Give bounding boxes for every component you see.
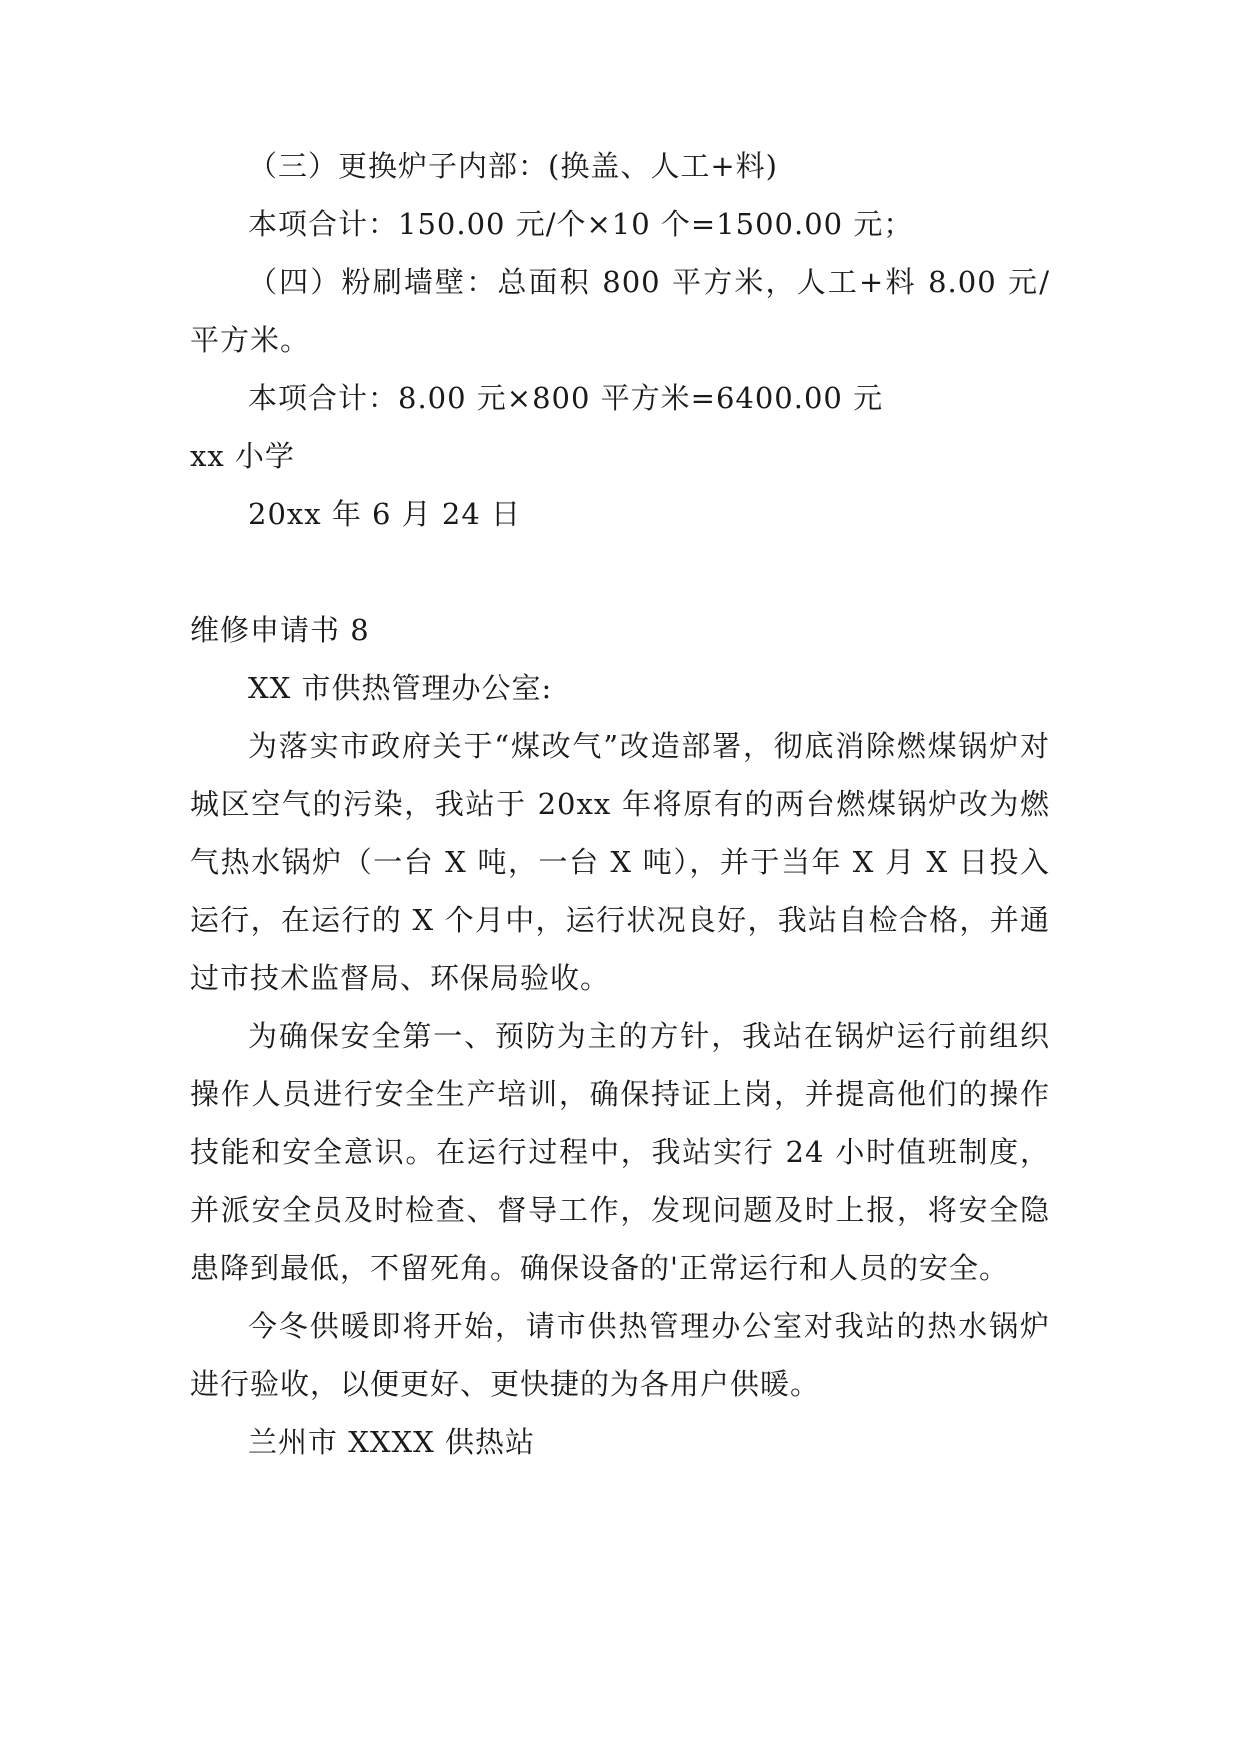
item4-total: 本项合计：8.00 元×800 平方米=6400.00 元 bbox=[248, 381, 884, 415]
recipient-line: XX 市供热管理办公室: bbox=[248, 671, 553, 705]
signature-date: 20xx 年 6 月 24 日 bbox=[248, 497, 522, 531]
section-spacer bbox=[190, 543, 1050, 601]
document-body bbox=[190, 137, 1050, 1471]
signature-org-school: xx 小学 bbox=[190, 439, 295, 473]
item3-title: （三）更换炉子内部：(换盖、人工+料) bbox=[248, 149, 778, 183]
item3-total: 本项合计：150.00 元/个×10 个=1500.00 元； bbox=[248, 207, 914, 241]
signature-org-station: 兰州市 XXXX 供热站 bbox=[248, 1425, 536, 1459]
body-paragraph-1: 为落实市政府关于“煤改气”改造部署，彻底消除燃煤锅炉对城区空气的污染，我站于 20xx 年将原有的两台燃煤锅炉改为燃气热水锅炉（一台 X 吨，一台 X 吨），并于当年 X 月 X 日投入运行，在运行的 X 个月中，运行状况良好，我站自检合格，并通过市技术监督局、环保局验收。 bbox=[190, 729, 1050, 995]
section-heading: 维修申请书 8 bbox=[190, 613, 370, 647]
body-paragraph-3: 今冬供暖即将开始，请市供热管理办公室对我站的热水锅炉进行验收，以便更好、更快捷的为各用户供暖。 bbox=[190, 1309, 1050, 1401]
body-paragraph-2: 为确保安全第一、预防为主的方针，我站在锅炉运行前组织操作人员进行安全生产培训，确保持证上岗，并提高他们的操作技能和安全意识。在运行过程中，我站实行 24 小时值班制度，并派安全员及时检查、督导工作，发现问题及时上报，将安全隐患降到最低，不留死角。确保设备的'正常运行和人员的安全。 bbox=[190, 1019, 1050, 1285]
item4-title: （四）粉刷墙壁：总面积 800 平方米，人工+料 8.00 元/平方米。 bbox=[190, 265, 1050, 357]
